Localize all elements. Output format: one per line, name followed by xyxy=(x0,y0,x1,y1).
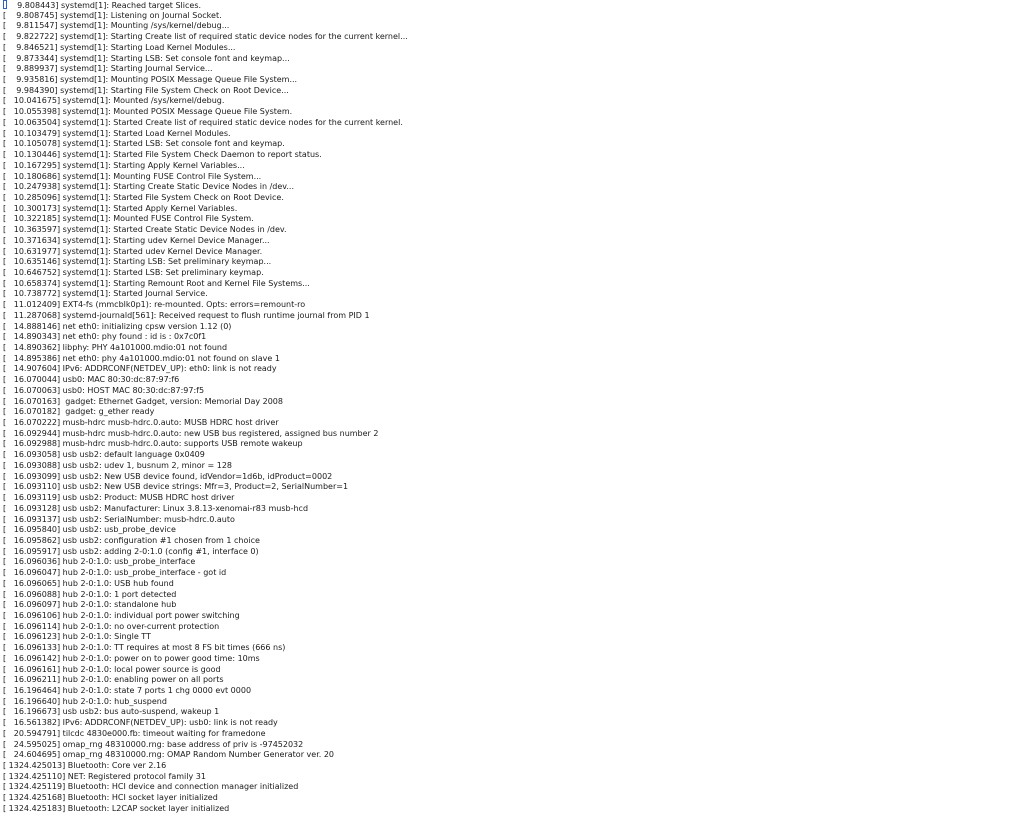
log-line: [ 16.196464] hub 2-0:1.0: state 7 ports 1 chg 0000 evt 0000 xyxy=(3,686,252,695)
log-line: [ 16.095917] usb usb2: adding 2-0:1.0 (config #1, interface 0) xyxy=(3,546,259,556)
log-line: [ 1324.425183] Bluetooth: L2CAP socket layer initialized xyxy=(3,803,230,813)
log-line: [ 16.093099] usb usb2: New USB device found, idVendor=1d6b, idProduct=0002 xyxy=(3,471,333,481)
log-line: [ 16.096088] hub 2-0:1.0: 1 port detected xyxy=(3,589,177,599)
log-line: [ 10.055398] systemd[1]: Mounted POSIX Message Queue File System. xyxy=(3,107,293,117)
log-line: [ 16.096097] hub 2-0:1.0: standalone hub xyxy=(3,600,177,610)
log-line: [ 16.196640] hub 2-0:1.0: hub_suspend xyxy=(3,696,167,706)
log-line: [ 16.070222] musb-hdrc musb-hdrc.0.auto: MUSB HDRC host driver xyxy=(3,418,279,428)
log-line: [ 10.658374] systemd[1]: Starting Remount Root and Kernel File Systems... xyxy=(3,278,310,288)
log-line: [ 16.092988] musb-hdrc musb-hdrc.0.auto: supports USB remote wakeup xyxy=(3,439,303,449)
log-line: [ 10.646752] systemd[1]: Started LSB: Set preliminary keymap. xyxy=(3,267,264,277)
log-line: [ 16.561382] IPv6: ADDRCONF(NETDEV_UP): usb0: link is not ready xyxy=(3,718,278,728)
log-line: [ 11.287068] systemd-journald[561]: Received request to flush runtime journal from PID 1 xyxy=(3,310,370,320)
log-line: [ 10.285096] systemd[1]: Started File System Check on Root Device. xyxy=(3,192,284,202)
log-line: [ 16.096047] hub 2-0:1.0: usb_probe_interface - got id xyxy=(3,568,227,578)
log-line: [ 14.890362] libphy: PHY 4a101000.mdio:01 not found xyxy=(3,343,228,352)
log-line: [ 10.063504] systemd[1]: Started Create list of required static device nodes for the current kernel. xyxy=(3,117,403,127)
log-line: [ 16.070182] gadget: g_ether ready xyxy=(3,407,155,417)
log-line: [ 9.889937] systemd[1]: Starting Journal Service... xyxy=(3,64,213,74)
log-line: [ 16.070063] usb0: HOST MAC 80:30:dc:87:97:f5 xyxy=(3,385,205,395)
log-line-text: 9.808443] systemd[1]: Reached target Slices. xyxy=(7,1,202,10)
log-line: [ 10.105078] systemd[1]: Started LSB: Set console font and keymap. xyxy=(3,139,285,149)
log-line: [ 16.096065] hub 2-0:1.0: USB hub found xyxy=(3,578,174,588)
log-line: [ 16.095862] usb usb2: configuration #1 chosen from 1 choice xyxy=(3,535,260,545)
log-line: [ 14.895386] net eth0: phy 4a101000.mdio:01 not found on slave 1 xyxy=(3,353,280,363)
log-line: [ 24.604695] omap_rng 48310000.rng: OMAP Random Number Generator ver. 20 xyxy=(3,750,335,760)
log-line: [ 16.070163] gadget: Ethernet Gadget, version: Memorial Day 2008 xyxy=(3,396,283,406)
log-line: [ 16.196673] usb usb2: bus auto-suspend, wakeup 1 xyxy=(3,707,220,717)
log-line: [ 10.180686] systemd[1]: Mounting FUSE Control File System... xyxy=(3,171,262,181)
log-line: [ 16.096133] hub 2-0:1.0: TT requires at most 8 FS bit times (666 ns) xyxy=(3,643,286,653)
log-line: [ 10.322185] systemd[1]: Mounted FUSE Control File System. xyxy=(3,214,254,224)
log-line: [ 11.012409] EXT4-fs (mmcblk0p1): re-mounted. Opts: errors=remount-ro xyxy=(3,300,306,310)
log-line: [ 10.041675] systemd[1]: Mounted /sys/kernel/debug. xyxy=(3,96,225,106)
log-line: [ 20.594791] tilcdc 4830e000.fb: timeout waiting for framedone xyxy=(3,728,266,738)
log-line: [ 16.093137] usb usb2: SerialNumber: musb-hdrc.0.auto xyxy=(3,514,235,524)
log-line: [ 16.093058] usb usb2: default language 0x0409 xyxy=(3,450,205,460)
log-line xyxy=(3,0,1024,11)
log-line: [ 16.096161] hub 2-0:1.0: local power source is good xyxy=(3,664,221,674)
log-line: [ 1324.425168] Bluetooth: HCI socket layer initialized xyxy=(3,793,218,803)
log-line: [ 16.095840] usb usb2: usb_probe_device xyxy=(3,525,176,535)
log-line: [ 9.808745] systemd[1]: Listening on Journal Socket. xyxy=(3,10,222,20)
log-line: [ 16.096106] hub 2-0:1.0: individual port power switching xyxy=(3,610,240,620)
log-line: [ 14.890343] net eth0: phy found : id is : 0x7c0f1 xyxy=(3,332,207,342)
log-line: [ 9.984390] systemd[1]: Starting File System Check on Root Device... xyxy=(3,85,289,95)
log-line: [ 10.635146] systemd[1]: Starting LSB: Set preliminary keymap... xyxy=(3,257,272,267)
log-line: [ 10.247938] systemd[1]: Starting Create Static Device Nodes in /dev... xyxy=(3,182,295,192)
log-line: [ 9.811547] systemd[1]: Mounting /sys/kernel/debug... xyxy=(3,21,230,31)
log-line: [ 1324.425110] NET: Registered protocol family 31 xyxy=(3,771,206,781)
log-line: [ 16.093088] usb usb2: udev 1, busnum 2, minor = 128 xyxy=(3,460,232,470)
log-line: [ 16.096211] hub 2-0:1.0: enabling power on all ports xyxy=(3,675,224,685)
log-line: [ 1324.425013] Bluetooth: Core ver 2.16 xyxy=(3,761,167,771)
log-line: [ 16.093119] usb usb2: Product: MUSB HDRC host driver xyxy=(3,493,235,503)
log-line: [ 16.092944] musb-hdrc musb-hdrc.0.auto: new USB bus registered, assigned bus number 2 xyxy=(3,428,379,438)
log-line: [ 16.096036] hub 2-0:1.0: usb_probe_interface xyxy=(3,557,196,567)
log-line: [ 14.888146] net eth0: initializing cpsw version 1.12 (0) xyxy=(3,321,232,331)
log-line: [ 16.096123] hub 2-0:1.0: Single TT xyxy=(3,632,151,642)
log-line: [ 16.093128] usb usb2: Manufacturer: Linux 3.8.13-xenomai-r83 musb-hcd xyxy=(3,503,309,513)
log-line: [ 9.873344] systemd[1]: Starting LSB: Set console font and keymap... xyxy=(3,53,290,63)
log-line: [ 10.631977] systemd[1]: Started udev Kernel Device Manager. xyxy=(3,246,263,256)
log-line: [ 10.167295] systemd[1]: Starting Apply Kernel Variables... xyxy=(3,160,245,170)
log-line: [ 10.300173] systemd[1]: Started Apply Kernel Variables. xyxy=(3,203,238,213)
log-line: [ 1324.425119] Bluetooth: HCI device and connection manager initialized xyxy=(3,782,299,792)
log-line: [ 10.130446] systemd[1]: Started File System Check Daemon to report status. xyxy=(3,150,322,160)
log-line: [ 16.070044] usb0: MAC 80:30:dc:87:97:f6 xyxy=(3,375,180,385)
log-line: [ 14.907604] IPv6: ADDRCONF(NETDEV_UP): eth0: link is not ready xyxy=(3,364,277,374)
log-line: [ 16.093110] usb usb2: New USB device strings: Mfr=3, Product=2, SerialNumber=1 xyxy=(3,482,349,492)
log-line: [ 16.096114] hub 2-0:1.0: no over-current protection xyxy=(3,621,220,631)
log-line: [ 10.103479] systemd[1]: Started Load Kernel Modules. xyxy=(3,128,231,138)
log-line: [ 10.363597] systemd[1]: Started Create Static Device Nodes in /dev. xyxy=(3,225,287,235)
log-line: [ 10.371634] systemd[1]: Starting udev Kernel Device Manager... xyxy=(3,235,270,245)
log-line: [ 24.595025] omap_rng 48310000.rng: base address of priv is -97452032 xyxy=(3,739,304,749)
log-line: [ 9.846521] systemd[1]: Starting Load Kernel Modules... xyxy=(3,42,236,52)
log-line: [ 9.822722] systemd[1]: Starting Create list of required static device nodes for the current kernel... xyxy=(3,32,408,42)
log-line: [ 10.738772] systemd[1]: Started Journal Service. xyxy=(3,289,208,299)
log-line: [ 16.096142] hub 2-0:1.0: power on to power good time: 10ms xyxy=(3,653,260,663)
log-line: [ 9.935816] systemd[1]: Mounting POSIX Message Queue File System... xyxy=(3,75,298,85)
